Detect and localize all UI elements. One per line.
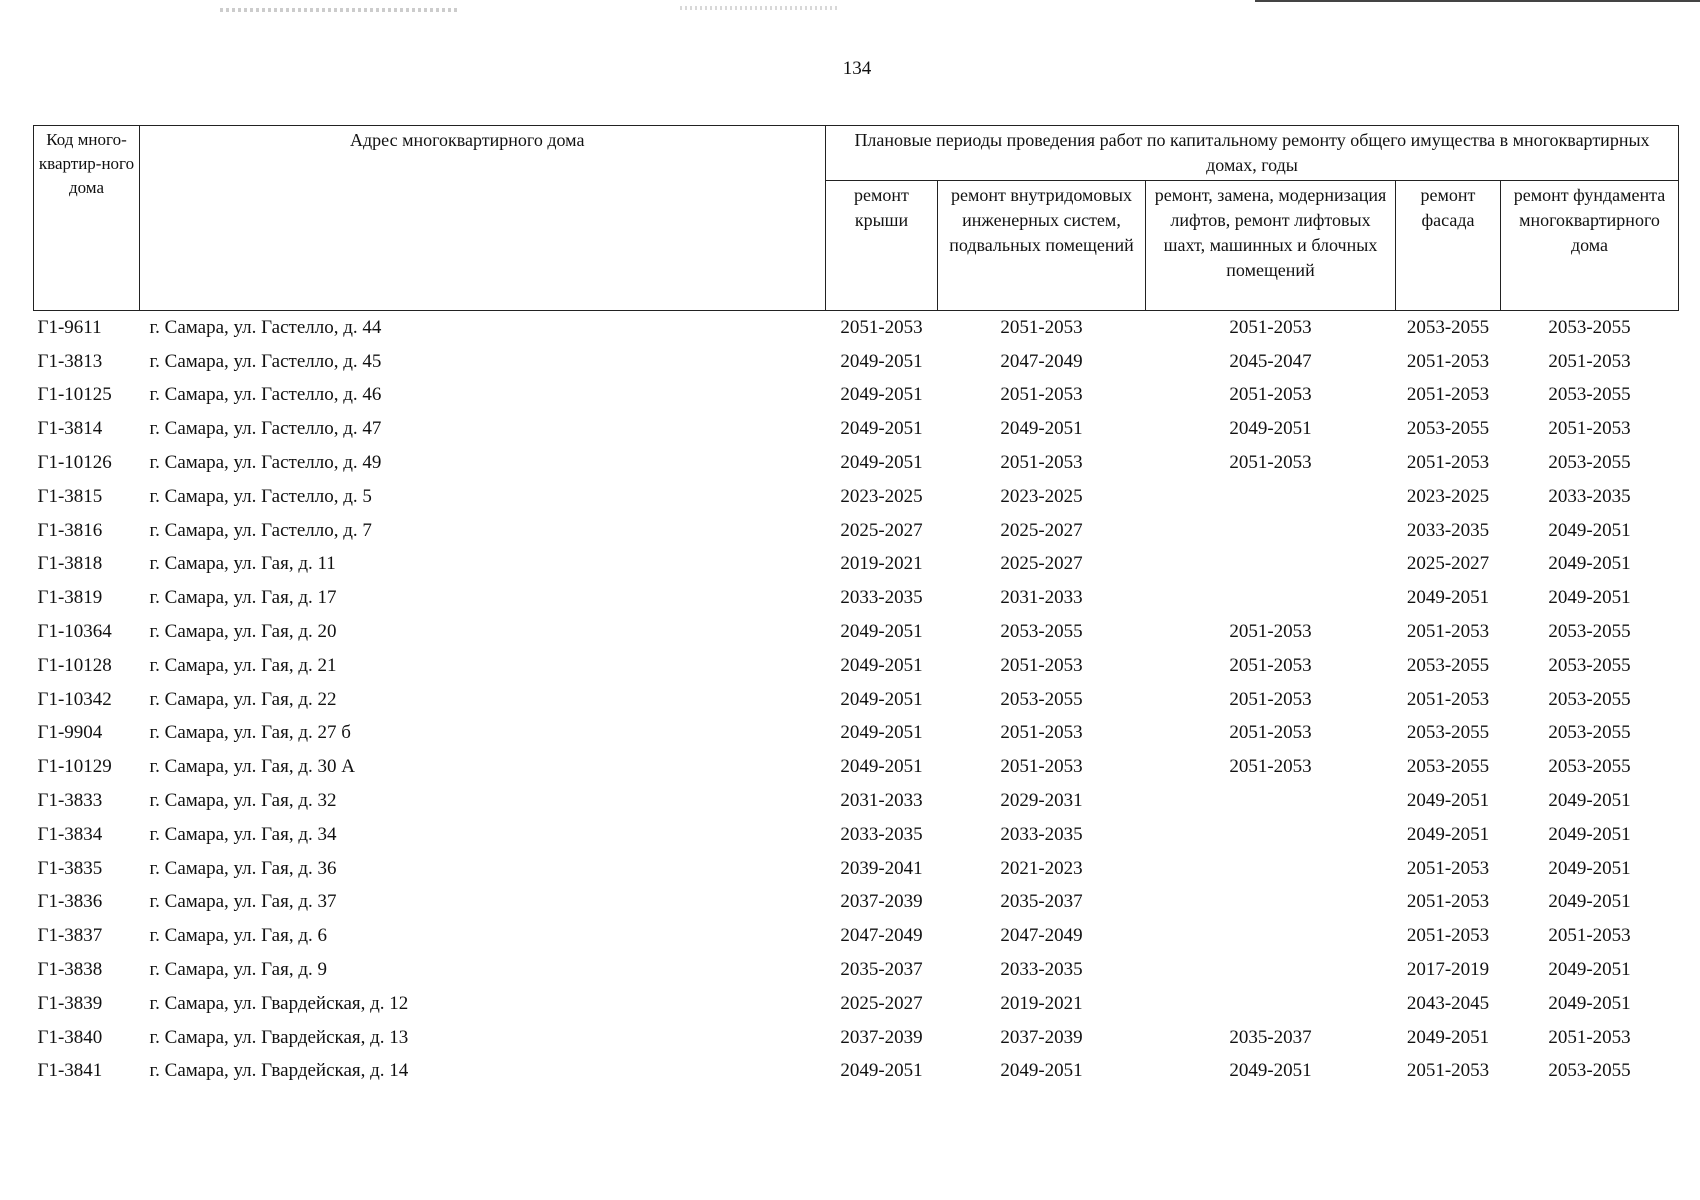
cell-foundation: 2051-2053 — [1548, 1026, 1631, 1048]
cell-elevators: 2035-2037 — [1229, 1026, 1312, 1048]
cell-elevators: 2051-2053 — [1229, 654, 1312, 676]
cell-facade: 2051-2053 — [1406, 621, 1490, 643]
cell-elevators: 2051-2053 — [1229, 316, 1312, 338]
cell-elevators — [1146, 784, 1396, 818]
cell-engineering: 2035-2037 — [1000, 891, 1083, 913]
cell-roof: 2031-2033 — [840, 790, 923, 812]
cell-address: г. Самара, ул. Гастелло, д. 49 — [149, 452, 382, 474]
cell-roof: 2049-2051 — [840, 688, 923, 710]
cell-engineering: 2047-2049 — [1000, 350, 1083, 372]
cell-foundation: 2053-2055 — [1548, 722, 1631, 744]
cell-code: Г1-10364 — [37, 621, 112, 643]
cell-elevators — [1146, 919, 1396, 953]
table-row — [34, 852, 1679, 886]
cell-address: г. Самара, ул. Гая, д. 6 — [149, 925, 328, 947]
cell-foundation: 2049-2051 — [1548, 790, 1631, 812]
cell-foundation: 2049-2051 — [1548, 587, 1631, 609]
cell-engineering: 2021-2023 — [1000, 857, 1083, 879]
cell-elevators — [1146, 581, 1396, 615]
cell-facade: 2017-2019 — [1406, 959, 1490, 981]
cell-code: Г1-3833 — [37, 790, 103, 812]
cell-roof: 2047-2049 — [840, 925, 923, 947]
scan-artifact — [680, 6, 840, 10]
cell-elevators: 2051-2053 — [1229, 621, 1312, 643]
cell-engineering: 2019-2021 — [1000, 992, 1083, 1014]
cell-engineering: 2049-2051 — [1000, 1060, 1083, 1082]
cell-roof: 2049-2051 — [840, 452, 923, 474]
table-row — [34, 987, 1679, 1021]
cell-elevators: 2051-2053 — [1229, 756, 1312, 778]
cell-code: Г1-3813 — [37, 350, 103, 372]
table-row — [34, 311, 1679, 345]
cell-address: г. Самара, ул. Гвардейская, д. 12 — [149, 992, 409, 1014]
cell-address: г. Самара, ул. Гая, д. 30 А — [149, 756, 355, 778]
table-row — [34, 683, 1679, 717]
table-row — [34, 581, 1679, 615]
table-row — [34, 886, 1679, 920]
cell-facade: 2051-2053 — [1406, 350, 1490, 372]
cell-roof: 2049-2051 — [840, 1060, 923, 1082]
table-row — [34, 750, 1679, 784]
cell-foundation: 2049-2051 — [1548, 857, 1631, 879]
cell-code: Г1-3815 — [37, 485, 103, 507]
table-header — [34, 126, 1679, 311]
cell-code: Г1-3840 — [37, 1026, 103, 1048]
cell-roof: 2049-2051 — [840, 418, 923, 440]
header-foundation: ремонт фундамента многоквартирного дома — [1501, 181, 1679, 311]
cell-roof: 2023-2025 — [840, 485, 923, 507]
cell-elevators: 2049-2051 — [1229, 418, 1312, 440]
cell-facade: 2049-2051 — [1406, 587, 1490, 609]
cell-engineering: 2037-2039 — [1000, 1026, 1083, 1048]
cell-facade: 2051-2053 — [1406, 384, 1490, 406]
table-row — [34, 345, 1679, 379]
cell-engineering: 2047-2049 — [1000, 925, 1083, 947]
table-row — [34, 818, 1679, 852]
cell-elevators: 2051-2053 — [1229, 722, 1312, 744]
cell-engineering: 2033-2035 — [1000, 823, 1083, 845]
cell-foundation: 2049-2051 — [1548, 959, 1631, 981]
cell-elevators: 2049-2051 — [1229, 1060, 1312, 1082]
header-periods-group: Плановые периоды проведения работ по капитальному ремонту общего имущества в многоквартирных домах, годы — [826, 126, 1679, 181]
cell-elevators — [1146, 987, 1396, 1021]
cell-code: Г1-10342 — [37, 688, 112, 710]
cell-roof: 2033-2035 — [840, 587, 923, 609]
cell-engineering: 2051-2053 — [1000, 722, 1083, 744]
cell-facade: 2051-2053 — [1406, 688, 1490, 710]
cell-foundation: 2049-2051 — [1548, 992, 1631, 1014]
cell-engineering: 2049-2051 — [1000, 418, 1083, 440]
cell-roof: 2035-2037 — [840, 959, 923, 981]
cell-facade: 2053-2055 — [1406, 756, 1490, 778]
cell-roof: 2049-2051 — [840, 756, 923, 778]
cell-code: Г1-3814 — [37, 418, 103, 440]
table-row — [34, 1055, 1679, 1089]
table-row — [34, 953, 1679, 987]
cell-facade: 2053-2055 — [1406, 316, 1490, 338]
header-address: Адрес многоквартирного дома — [140, 126, 826, 311]
cell-address: г. Самара, ул. Гая, д. 32 — [149, 790, 337, 812]
cell-engineering: 2051-2053 — [1000, 316, 1083, 338]
cell-facade: 2049-2051 — [1406, 823, 1490, 845]
cell-engineering: 2053-2055 — [1000, 688, 1083, 710]
cell-code: Г1-3835 — [37, 857, 103, 879]
cell-facade: 2053-2055 — [1406, 654, 1490, 676]
cell-roof: 2049-2051 — [840, 350, 923, 372]
cell-code: Г1-10128 — [37, 654, 112, 676]
scan-artifact — [220, 8, 460, 12]
cell-foundation: 2049-2051 — [1548, 891, 1631, 913]
cell-foundation: 2051-2053 — [1548, 925, 1631, 947]
cell-address: г. Самара, ул. Гая, д. 22 — [149, 688, 337, 710]
table-row — [34, 649, 1679, 683]
cell-facade: 2025-2027 — [1406, 553, 1490, 575]
cell-elevators — [1146, 953, 1396, 987]
cell-foundation: 2053-2055 — [1548, 452, 1631, 474]
cell-code: Г1-3839 — [37, 992, 103, 1014]
cell-foundation: 2053-2055 — [1548, 1060, 1631, 1082]
cell-facade: 2049-2051 — [1406, 790, 1490, 812]
cell-engineering: 2025-2027 — [1000, 553, 1083, 575]
cell-roof: 2049-2051 — [840, 621, 923, 643]
cell-code: Г1-3836 — [37, 891, 103, 913]
cell-address: г. Самара, ул. Гая, д. 21 — [149, 654, 337, 676]
cell-foundation: 2053-2055 — [1548, 756, 1631, 778]
cell-facade: 2033-2035 — [1406, 519, 1490, 541]
cell-address: г. Самара, ул. Гая, д. 36 — [149, 857, 337, 879]
cell-code: Г1-3838 — [37, 959, 103, 981]
table-row — [34, 919, 1679, 953]
cell-address: г. Самара, ул. Гастелло, д. 46 — [149, 384, 382, 406]
cell-code: Г1-10126 — [37, 452, 112, 474]
cell-elevators — [1146, 480, 1396, 514]
cell-facade: 2051-2053 — [1406, 1060, 1490, 1082]
cell-address: г. Самара, ул. Гвардейская, д. 14 — [149, 1060, 409, 1082]
cell-code: Г1-10129 — [37, 756, 112, 778]
cell-facade: 2051-2053 — [1406, 891, 1490, 913]
table-row — [34, 446, 1679, 480]
cell-roof: 2051-2053 — [840, 316, 923, 338]
cell-address: г. Самара, ул. Гастелло, д. 44 — [149, 316, 382, 338]
cell-address: г. Самара, ул. Гая, д. 34 — [149, 823, 337, 845]
cell-roof: 2037-2039 — [840, 891, 923, 913]
cell-foundation: 2049-2051 — [1548, 823, 1631, 845]
cell-roof: 2049-2051 — [840, 654, 923, 676]
cell-foundation: 2053-2055 — [1548, 316, 1631, 338]
cell-roof: 2039-2041 — [840, 857, 923, 879]
cell-engineering: 2051-2053 — [1000, 384, 1083, 406]
cell-code: Г1-9904 — [37, 722, 103, 744]
cell-elevators — [1146, 818, 1396, 852]
cell-foundation: 2033-2035 — [1548, 485, 1631, 507]
cell-engineering: 2053-2055 — [1000, 621, 1083, 643]
scan-edge-line — [1255, 0, 1700, 2]
cell-foundation: 2051-2053 — [1548, 350, 1631, 372]
cell-elevators: 2051-2053 — [1229, 452, 1312, 474]
header-code: Код много-квартир-ного дома — [34, 126, 140, 311]
cell-facade: 2023-2025 — [1406, 485, 1490, 507]
cell-address: г. Самара, ул. Гая, д. 17 — [149, 587, 337, 609]
cell-address: г. Самара, ул. Гая, д. 37 — [149, 891, 337, 913]
cell-roof: 2037-2039 — [840, 1026, 923, 1048]
cell-foundation: 2049-2051 — [1548, 553, 1631, 575]
table-row — [34, 412, 1679, 446]
cell-address: г. Самара, ул. Гвардейская, д. 13 — [149, 1026, 409, 1048]
cell-address: г. Самара, ул. Гастелло, д. 5 — [149, 485, 372, 507]
table-row — [34, 784, 1679, 818]
table-row — [34, 514, 1679, 548]
cell-address: г. Самара, ул. Гая, д. 27 б — [149, 722, 351, 744]
cell-address: г. Самара, ул. Гастелло, д. 47 — [149, 418, 382, 440]
cell-code: Г1-3816 — [37, 519, 103, 541]
cell-elevators — [1146, 886, 1396, 920]
cell-elevators: 2051-2053 — [1229, 384, 1312, 406]
cell-elevators: 2051-2053 — [1229, 688, 1312, 710]
cell-engineering: 2025-2027 — [1000, 519, 1083, 541]
cell-address: г. Самара, ул. Гая, д. 11 — [149, 553, 336, 575]
cell-foundation: 2053-2055 — [1548, 384, 1631, 406]
table-row — [34, 717, 1679, 751]
cell-engineering: 2051-2053 — [1000, 654, 1083, 676]
cell-elevators: 2045-2047 — [1229, 350, 1312, 372]
cell-address: г. Самара, ул. Гастелло, д. 7 — [149, 519, 372, 541]
cell-facade: 2043-2045 — [1406, 992, 1490, 1014]
cell-elevators — [1146, 548, 1396, 582]
cell-code: Г1-9611 — [37, 316, 102, 338]
cell-elevators — [1146, 852, 1396, 886]
cell-roof: 2049-2051 — [840, 384, 923, 406]
cell-facade: 2051-2053 — [1406, 452, 1490, 474]
cell-foundation: 2049-2051 — [1548, 519, 1631, 541]
cell-foundation: 2053-2055 — [1548, 654, 1631, 676]
cell-elevators — [1146, 514, 1396, 548]
cell-roof: 2025-2027 — [840, 992, 923, 1014]
cell-foundation: 2053-2055 — [1548, 688, 1631, 710]
table-row — [34, 1021, 1679, 1055]
cell-code: Г1-3837 — [37, 925, 103, 947]
cell-roof: 2049-2051 — [840, 722, 923, 744]
cell-engineering: 2033-2035 — [1000, 959, 1083, 981]
table-row — [34, 615, 1679, 649]
cell-facade: 2049-2051 — [1406, 1026, 1490, 1048]
table-body — [34, 311, 1679, 1089]
cell-code: Г1-3834 — [37, 823, 103, 845]
cell-engineering: 2029-2031 — [1000, 790, 1083, 812]
cell-address: г. Самара, ул. Гая, д. 9 — [149, 959, 328, 981]
cell-facade: 2051-2053 — [1406, 925, 1490, 947]
cell-engineering: 2031-2033 — [1000, 587, 1083, 609]
capital-repair-table — [33, 125, 1679, 1088]
cell-facade: 2053-2055 — [1406, 418, 1490, 440]
cell-address: г. Самара, ул. Гая, д. 20 — [149, 621, 337, 643]
cell-code: Г1-3818 — [37, 553, 103, 575]
header-elevators: ремонт, замена, модернизация лифтов, ремонт лифтовых шахт, машинных и блочных помещений — [1146, 181, 1396, 311]
page-number: 134 — [842, 58, 872, 79]
cell-foundation: 2053-2055 — [1548, 621, 1631, 643]
header-facade: ремонт фасада — [1396, 181, 1501, 311]
cell-roof: 2033-2035 — [840, 823, 923, 845]
table-row — [34, 379, 1679, 413]
header-roof: ремонт крыши — [826, 181, 938, 311]
cell-address: г. Самара, ул. Гастелло, д. 45 — [149, 350, 382, 372]
cell-code: Г1-10125 — [37, 384, 112, 406]
cell-roof: 2025-2027 — [840, 519, 923, 541]
cell-facade: 2053-2055 — [1406, 722, 1490, 744]
cell-engineering: 2051-2053 — [1000, 452, 1083, 474]
cell-code: Г1-3841 — [37, 1060, 103, 1082]
cell-facade: 2051-2053 — [1406, 857, 1490, 879]
cell-engineering: 2023-2025 — [1000, 485, 1083, 507]
cell-engineering: 2051-2053 — [1000, 756, 1083, 778]
table-row — [34, 548, 1679, 582]
cell-roof: 2019-2021 — [840, 553, 923, 575]
cell-foundation: 2051-2053 — [1548, 418, 1631, 440]
table-row — [34, 480, 1679, 514]
cell-code: Г1-3819 — [37, 587, 103, 609]
header-engineering: ремонт внутридомовых инженерных систем, подвальных помещений — [938, 181, 1146, 311]
